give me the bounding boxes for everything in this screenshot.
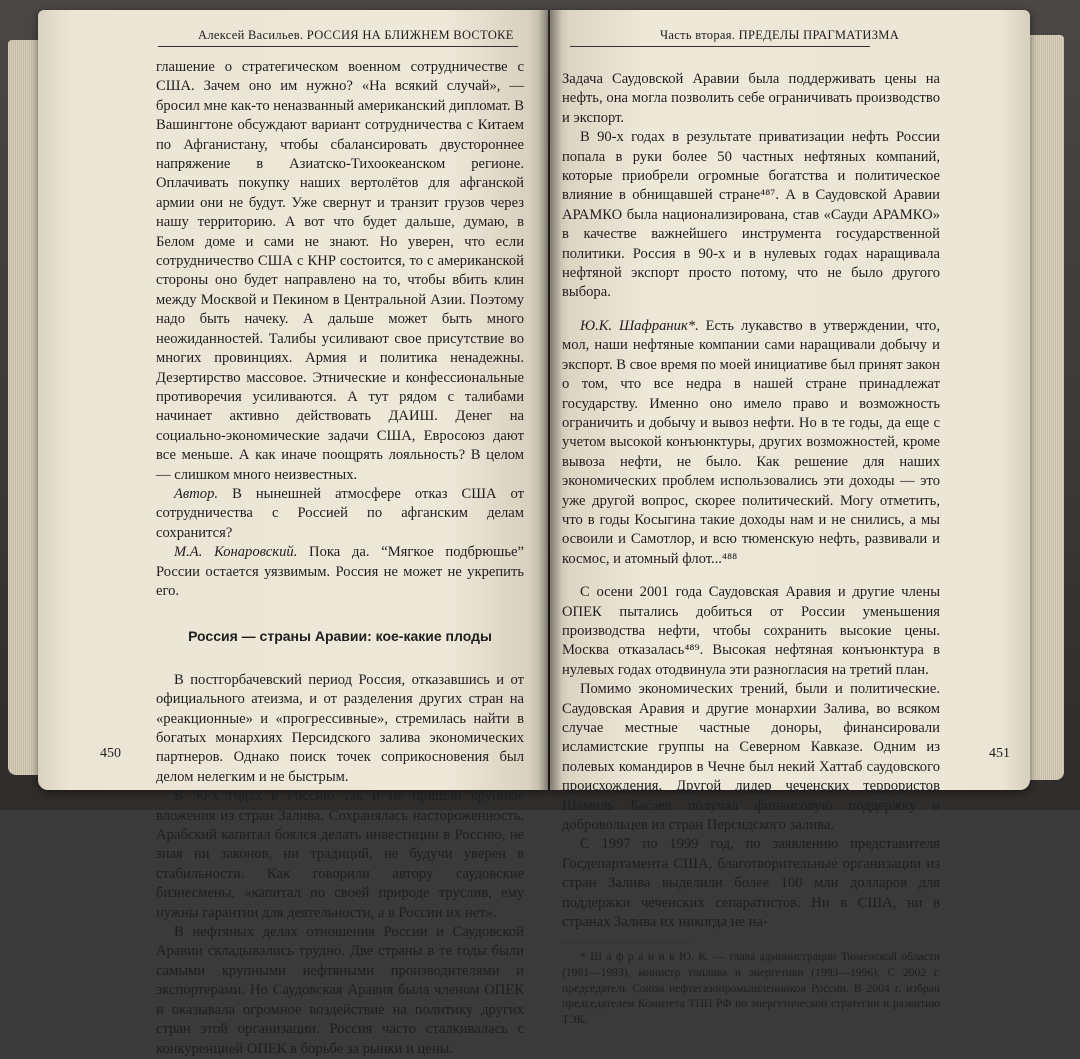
right-page-number: 451 [989, 746, 1010, 761]
paragraph: глашение о стратегическом военном сотрудничестве с США. Зачем оно им нужно? «На всякий случай», — бросил мне как-то неназванный американский дипломат. В Вашингтоне обсуждают вариант сотрудничества с Китаем по Афганистану, чтобы сбалансировать двустороннее напряжение в Азиатско-Тихоокеанском регионе. Оплачивать покупку наших вертолётов для афганской армии они не будут. Уже свернут и транзит грузов через нашу территорию. А вот что будет дальше, думаю, в Белом доме и сами не знают. Но уверен, что если сотрудничество США с КНР состоится, то с американской стороны оно будет направлено на то, чтобы вбить клин между Москвой и Пекином в Центральной Азии. Поэтому надо быть начеку. А дальше может быть много неожиданностей. Талибы усиливают свое присутствие во многих провинциях. Армия и политика ненадежны. Дезертирство массовое. Этнические и конфессиональные противоречия усиливаются. А тут рядом с талибами начинает активно действовать ДАИШ. Денег на социально-экономические задачи США, Евросоюз дают все меньше. А как иначе поощрять лояльность? В целом — слишком много неизвестных. [156, 59, 524, 483]
right-running-head: Часть вторая. ПРЕДЕЛЫ ПРАГМАТИЗМА [660, 28, 900, 42]
paragraph: В 90-х годах в результате приватизации нефть России попала в руки более 50 частных нефтяных компаний, которые приобрели огромные богатства и политическое влияние в обнищавшей стране⁴⁸⁷. А в Саудовской Аравии АРАМКО была национализирована, став «Сауди АРАМКО» в качестве важнейшего инструмента государственной политики. Россия в 90-х и в нулевых годах наращивала нефтяной экспорт просто потому, что не было другого выбора. [562, 129, 940, 301]
quote-text: Есть лукавство в утверждении, что, мол, наши нефтяные компании сами наращивали добычу и экспорт. В свое время по моей инициативе был принят закон о том, что все недра в нашей стране принадлежат государству. Именно оно имело право и возможность ограничить и добычу и вывоз нефти. Но в те годы, да еще с учетом высокой конъюнктуры, других возможностей, кроме вывоза нефти, не было. Как решение для наших экономических проблем использовались эти доходы — это уже другой вопрос, скорее политический. Могу отметить, что в годы Косыгина такие доходы нам и не снились, а мы освоили и Самотлор, и всю тюменскую нефть, развивали и космос, и атомный флот...⁴⁸⁸ [562, 317, 940, 567]
speaker: Автор. [174, 485, 219, 502]
left-header-rule [158, 46, 518, 47]
right-header-rule [570, 46, 870, 47]
dialogue-text: Пока да. “Мягкое подбрюшье” России остается уязвимым. Россия не может не укрепить его. [156, 544, 524, 599]
left-running-head: Алексей Васильев. РОССИЯ НА БЛИЖНЕМ ВОСТОКЕ [198, 28, 514, 42]
right-page [550, 10, 1030, 1026]
paragraph: С осени 2001 года Саудовская Аравия и другие члены ОПЕК пытались добиться от России уменьшения производства нефти, чтобы сохранить высокие цены. Москва отказалась⁴⁸⁹. Высокая нефтяная конъюнктура в нулевых годах отодвинула эти разногласия на третий план. [562, 584, 940, 678]
quote-paragraph [562, 317, 940, 569]
dialogue-text: В нынешней атмосфере отказ США от сотрудничества с Россией по афганским делам сохранится? [156, 485, 524, 541]
dialogue-line [156, 543, 524, 601]
right-page-text [562, 70, 940, 1027]
dialogue-line [156, 485, 524, 543]
paragraph: С 1997 по 1999 год, по заявлению представителя Госдепартамента США, благотворительные организации из стран Залива выделили более 100 млн долларов для поддержки чеченских сепаратистов. Ни в США, ни в странах Залива их никогда не на- [562, 836, 940, 931]
speaker: Ю.К. Шафраник*. [580, 317, 699, 334]
left-page-number: 450 [100, 746, 121, 761]
section-heading: Россия — страны Аравии: кое-какие плоды [188, 628, 492, 645]
speaker: М.А. Конаровский. [174, 544, 298, 561]
paragraph: В постгорбачевский период Россия, отказавшись и от официального атеизма, и от разделения других стран на «реакционные» и «прогрессивные», стремилась найти в богатых монархиях Персидского залива экономических партнеров. Однако поиск точек соприкосновения был делом нелегким и не быстрым. [156, 671, 524, 785]
paragraph: В нефтяных делах отношения России и Саудовской Аравии складывались трудно. Две страны в те годы были самыми крупными нефтяными производителями и экспортерами. Но Саудовская Аравия была членом ОПЕК и оказывала огромное воздействие на политику других стран этой организации. Россия часто сталкивалась с конкуренцией ОПЕК в борьбе за рынки и цены. [156, 924, 524, 1057]
left-page [38, 10, 548, 1057]
footnote: * Ш а ф р а н и к Ю. К. — глава администрации Тюменской области (1991—1993), министр топлива и энергетики (1993—1996). С 2002 г. председатель Союза нефтегазопромышленников России. В 2004 г. избран председателем Комитета ТПП РФ по энергетической стратегии и развитию ТЭК. [562, 950, 940, 1026]
open-book [8, 10, 1070, 1057]
left-page-text [156, 58, 524, 1059]
footnote-rule [562, 942, 692, 943]
paragraph: Задача Саудовской Аравии была поддерживать цены на нефть, она могла позволить себе ограничивать производство и экспорт. [562, 71, 940, 126]
right-page-edges [1024, 35, 1064, 780]
paragraph: В 90-х годах в Россию так и не пришли крупные вложения из стран Залива. Сохранялась настороженность. Арабский капитал боялся делать инвестиции в Россию, не зная ни законов, ни традиций, не будучи уверен в стабильности. Как говорили автору саудовские бизнесмены, «капитал по своей природе труслив, ему нужны гарантии для деятельности, а в России их нет». [156, 788, 524, 921]
paragraph: Помимо экономических трений, были и политические. Саудовская Аравия и другие монархии Залива, во всяком случае местные частные доноры, финансировали исламистские группы на Северном Кавказе. Одним из полевых командиров в Чечне был некий Хаттаб саудовского происхождения. Другой лидер чеченских террористов Шамиль Басаев получал финансовую поддержку и добровольцев из стран Персидского залива. [562, 681, 940, 834]
